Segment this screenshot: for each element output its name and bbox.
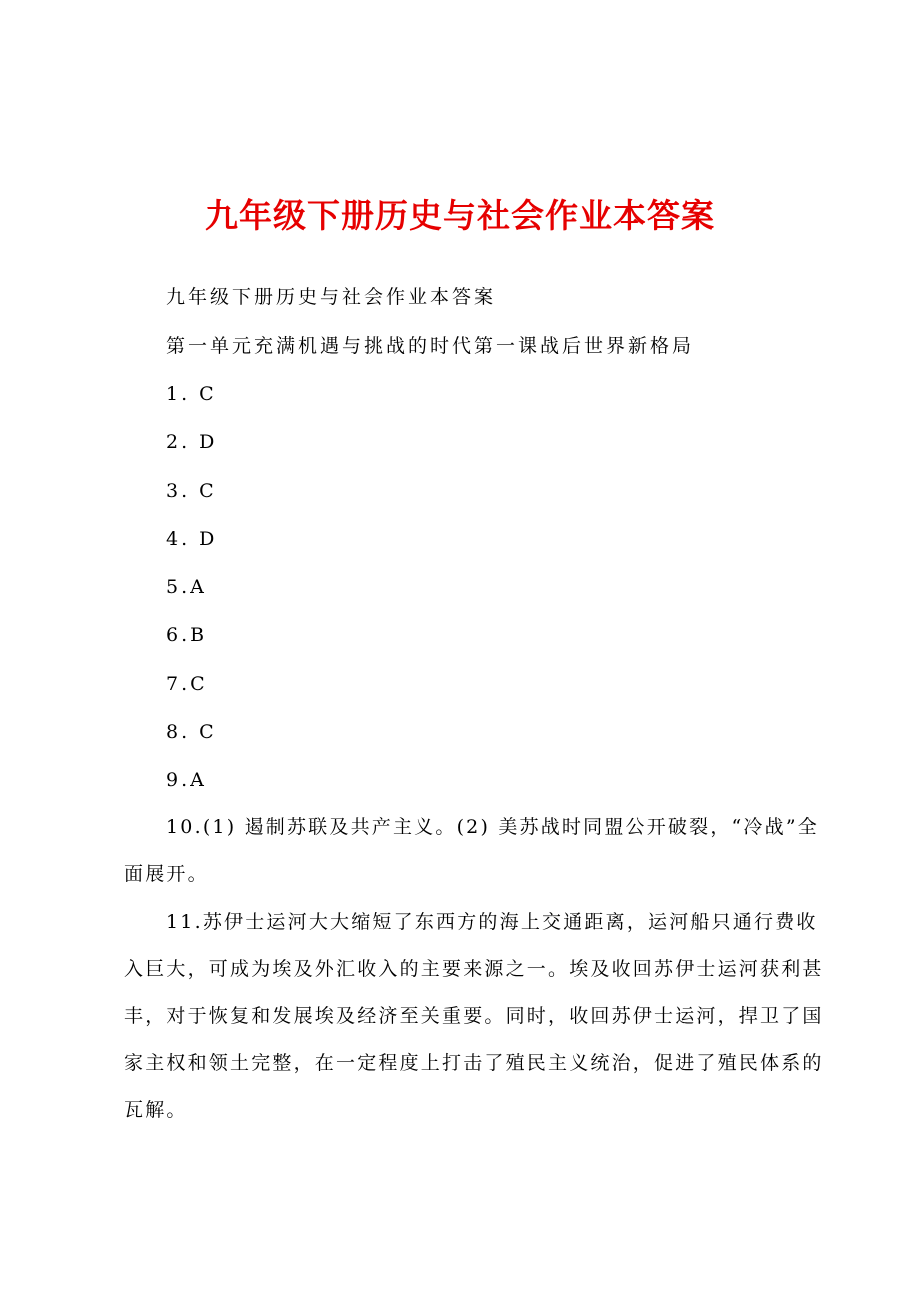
answer-4: 4. D: [166, 528, 218, 550]
answer-2: 2. D: [166, 431, 218, 453]
answer-8: 8. C: [166, 721, 217, 743]
answer-11: 11.苏伊士运河大大缩短了东西方的海上交通距离，运河船只通行费收入巨大，可成为埃及外汇收入的主要来源之一。埃及收回苏伊士运河获利甚丰，对于恢复和发展埃及经济至关重要。同时，收回苏伊士运河，捍卫了国家主权和领土完整，在一定程度上打击了殖民主义统治，促进了殖民体系的瓦解。: [124, 911, 824, 1121]
answer-3: 3. C: [166, 480, 217, 502]
answer-5: 5.A: [166, 576, 207, 598]
answer-10: 10.(1) 遏制苏联及共产主义。(2) 美苏战时同盟公开破裂，“冷战”全面展开。: [124, 816, 819, 885]
unit-heading: 第一单元充满机遇与挑战的时代第一课战后世界新格局: [166, 335, 695, 357]
subtitle: 九年级下册历史与社会作业本答案: [166, 286, 497, 308]
answer-1: 1. C: [166, 383, 217, 405]
document-title: 九年级下册历史与社会作业本答案: [205, 196, 715, 235]
answer-9: 9.A: [166, 769, 207, 791]
answer-6: 6.B: [166, 624, 208, 646]
answer-7: 7.C: [166, 673, 208, 695]
